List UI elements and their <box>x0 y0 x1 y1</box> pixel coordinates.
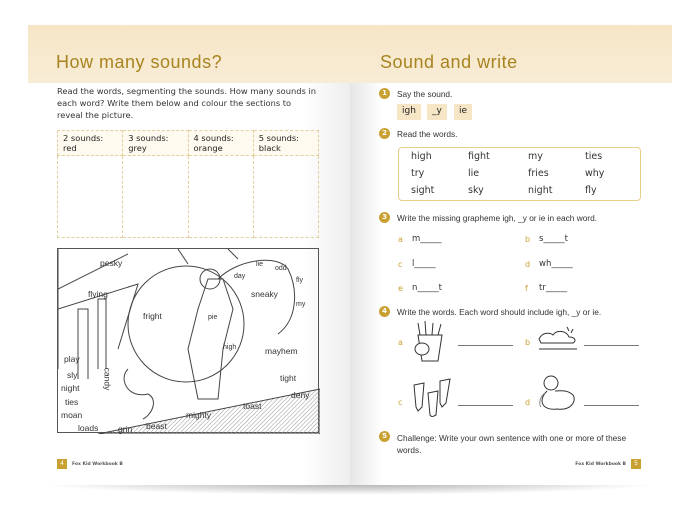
footer-text: Fox Kid Workbook B <box>72 462 123 467</box>
word: why <box>585 168 605 179</box>
item-letter: b <box>525 235 531 244</box>
sound-chip: igh <box>397 104 421 120</box>
word: my <box>528 151 543 162</box>
picture-word: toast <box>243 401 262 411</box>
count: 3 sounds: <box>128 133 169 143</box>
page-title: How many sounds? <box>56 52 223 72</box>
item-letter: d <box>525 398 531 407</box>
word: lie <box>468 168 480 179</box>
word: ties <box>585 151 603 162</box>
picture-word: sly <box>67 370 78 380</box>
fill-blank[interactable]: n_____t <box>412 283 442 293</box>
right-page <box>350 25 672 485</box>
step-number: 2 <box>379 128 390 139</box>
word: night <box>528 185 553 196</box>
answer-cell[interactable] <box>253 156 318 238</box>
step-number: 3 <box>379 212 390 223</box>
picture-word: tight <box>280 373 297 383</box>
word: sky <box>468 185 484 196</box>
item-letter: f <box>525 284 528 293</box>
answer-cell[interactable] <box>58 156 123 238</box>
page-title: Sound and write <box>380 52 518 72</box>
picture-word: moan <box>61 410 83 420</box>
answer-line[interactable] <box>584 345 639 346</box>
item-letter: c <box>398 398 403 407</box>
answer-line[interactable] <box>584 405 639 406</box>
page-number: 4 <box>57 459 67 469</box>
colour: grey <box>128 143 147 153</box>
picture-word: lie <box>256 261 264 268</box>
answer-cell[interactable] <box>123 156 188 238</box>
page-number: 5 <box>631 459 641 469</box>
picture-word: fright <box>143 311 162 321</box>
picture-lines <box>58 249 320 434</box>
picture-word: deny <box>291 390 310 400</box>
sounds-table <box>57 130 319 238</box>
picture-word: play <box>64 354 80 364</box>
item-letter: b <box>525 338 531 347</box>
picture-word: odd <box>275 265 287 272</box>
q1-text: Say the sound. <box>397 89 453 99</box>
sound-chip: ie <box>454 104 472 120</box>
colour: red <box>63 143 77 153</box>
answer-cell[interactable] <box>188 156 253 238</box>
ties-icon <box>410 377 454 417</box>
picture-word: loads <box>78 423 99 433</box>
sound-chip: _y <box>427 104 447 120</box>
picture-word: beast <box>146 421 167 431</box>
item-letter: e <box>398 284 403 293</box>
fill-blank[interactable]: wh_____ <box>539 259 573 269</box>
col-3 <box>123 131 188 156</box>
picture-word: mayhem <box>265 346 298 356</box>
item-letter: d <box>525 260 531 269</box>
count: 4 sounds: <box>193 133 234 143</box>
picture-word: night <box>61 383 80 393</box>
fill-blank[interactable]: m_____ <box>412 234 442 244</box>
picture-word: sneaky <box>251 289 278 299</box>
answer-line[interactable] <box>458 345 513 346</box>
picture-word: ties <box>65 397 79 407</box>
sky-icon <box>537 325 579 351</box>
picture-word: pie <box>208 314 218 321</box>
step-number: 4 <box>379 306 390 317</box>
q5-text: Challenge: Write your own sentence with one or more of these words. <box>397 433 627 455</box>
colour: black <box>258 143 281 153</box>
fill-blank[interactable]: s_____t <box>539 234 569 244</box>
picture-word: high <box>223 344 237 351</box>
step-number: 5 <box>379 431 390 442</box>
picture-word: grin <box>118 424 133 434</box>
picture-word: my <box>296 301 306 308</box>
word-box <box>398 147 641 201</box>
instructions: Read the words, segmenting the sounds. How many sounds in each word? Write them below and colour the sections to reveal the picture. <box>57 86 317 120</box>
q3-text: Write the missing grapheme igh, _y or ie in each word. <box>397 213 597 223</box>
picture-word: pesky <box>100 258 123 268</box>
fill-blank[interactable]: l_____ <box>412 259 436 269</box>
count: 5 sounds: <box>258 133 299 143</box>
item-letter: a <box>398 338 403 347</box>
q4-text: Write the words. Each word should include igh, _y or ie. <box>397 307 602 317</box>
word: try <box>411 168 425 179</box>
col-2 <box>58 131 123 156</box>
picture-word: flying <box>88 289 108 299</box>
col-5 <box>253 131 318 156</box>
picture-word: candy <box>102 367 113 391</box>
word: high <box>411 151 432 162</box>
word: fight <box>468 151 490 162</box>
word: sight <box>411 185 435 196</box>
picture-word: mighty <box>186 410 212 420</box>
left-page <box>28 25 350 485</box>
colouring-picture <box>57 248 319 433</box>
word: fly <box>585 185 597 196</box>
footer-text: Fox Kid Workbook B <box>575 462 626 467</box>
crying-icon <box>537 371 581 415</box>
word: fries <box>528 168 549 179</box>
picture-word: day <box>234 273 246 280</box>
colour: orange <box>193 143 223 153</box>
fries-icon <box>412 321 448 365</box>
col-4 <box>188 131 253 156</box>
answer-line[interactable] <box>458 405 513 406</box>
fill-blank[interactable]: tr_____ <box>539 283 568 293</box>
count: 2 sounds: <box>63 133 104 143</box>
item-letter: c <box>398 260 403 269</box>
item-letter: a <box>398 235 403 244</box>
picture-word: fly <box>296 277 303 284</box>
step-number: 1 <box>379 88 390 99</box>
q2-text: Read the words. <box>397 129 458 139</box>
